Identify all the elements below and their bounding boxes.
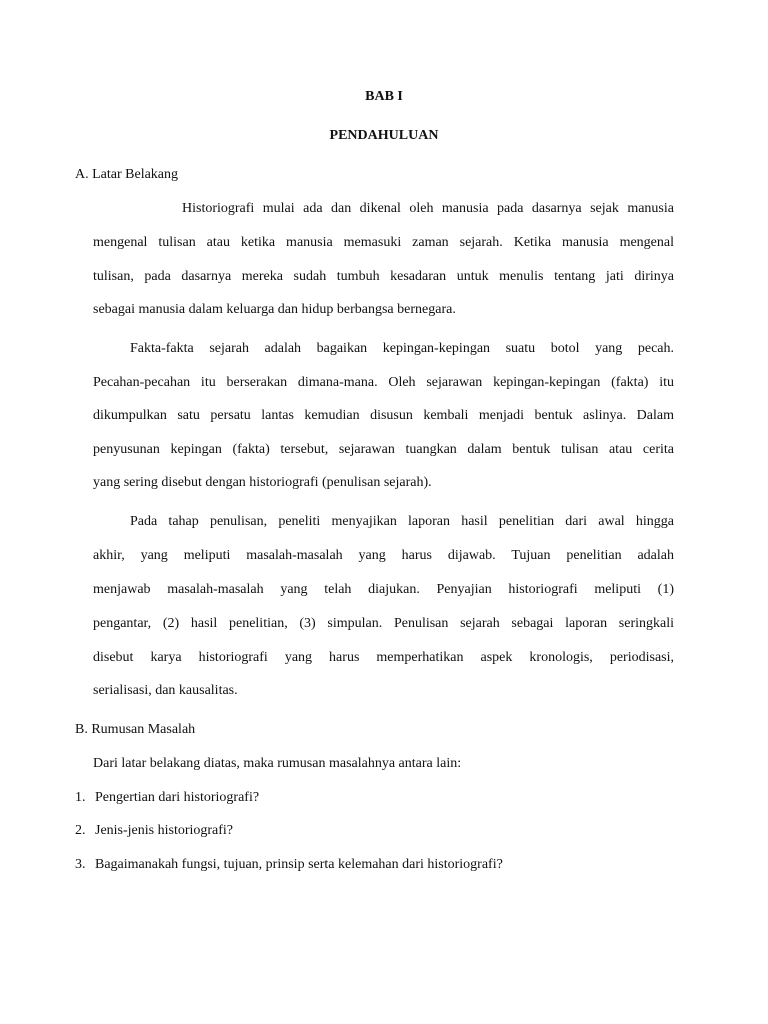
list-item: Bagaimanakah fungsi, tujuan, prinsip serta kelemahan dari historiografi? (95, 857, 503, 872)
paragraph-line: mengenal tulisan atau ketika manusia memasuki zaman sejarah. Ketika manusia mengenal (93, 235, 674, 250)
paragraph-line: pengantar, (2) hasil penelitian, (3) simpulan. Penulisan sejarah sebagai laporan seringkali (93, 616, 674, 631)
section-a-heading: A. Latar Belakang (75, 167, 179, 182)
paragraph-line: sebagai manusia dalam keluarga dan hidup berbangsa bernegara. (93, 302, 456, 317)
list-item: Jenis-jenis historiografi? (95, 823, 234, 838)
paragraph-line: serialisasi, dan kausalitas. (93, 683, 238, 698)
paragraph-line: dikumpulkan satu persatu lantas kemudian disusun kembali menjadi bentuk aslinya. Dalam (93, 408, 674, 423)
paragraph-line: akhir, yang meliputi masalah-masalah yang harus dijawab. Tujuan penelitian adalah (93, 548, 674, 563)
list-item: Pengertian dari historiografi? (95, 790, 260, 805)
paragraph-line: Historiografi mulai ada dan dikenal oleh manusia pada dasarnya sejak manusia (182, 201, 674, 216)
section-b-intro: Dari latar belakang diatas, maka rumusan masalahnya antara lain: (93, 756, 462, 771)
list-item-number: 2. (75, 823, 86, 838)
list-item-number: 3. (75, 857, 86, 872)
chapter-label: BAB I (365, 89, 403, 104)
chapter-title: PENDAHULUAN (329, 128, 439, 143)
paragraph-line: yang sering disebut dengan historiografi (penulisan sejarah). (93, 475, 432, 490)
paragraph-line: penyusunan kepingan (fakta) tersebut, sejarawan tuangkan dalam bentuk tulisan atau cerita (93, 442, 674, 457)
paragraph-line: tulisan, pada dasarnya mereka sudah tumbuh kesadaran untuk menulis tentang jati dirinya (93, 269, 674, 284)
section-b-heading: B. Rumusan Masalah (75, 722, 196, 737)
paragraph-line: Pada tahap penulisan, peneliti menyajikan laporan hasil penelitian dari awal hingga (130, 514, 674, 529)
list-item-number: 1. (75, 790, 86, 805)
paragraph-line: Pecahan-pecahan itu berserakan dimana-mana. Oleh sejarawan kepingan-kepingan (fakta) itu (93, 375, 674, 390)
paragraph-line: disebut karya historiografi yang harus memperhatikan aspek kronologis, periodisasi, (93, 650, 674, 665)
paragraph-line: menjawab masalah-masalah yang telah diajukan. Penyajian historiografi meliputi (1) (93, 582, 674, 597)
paragraph-line: Fakta-fakta sejarah adalah bagaikan kepingan-kepingan suatu botol yang pecah. (130, 341, 674, 356)
